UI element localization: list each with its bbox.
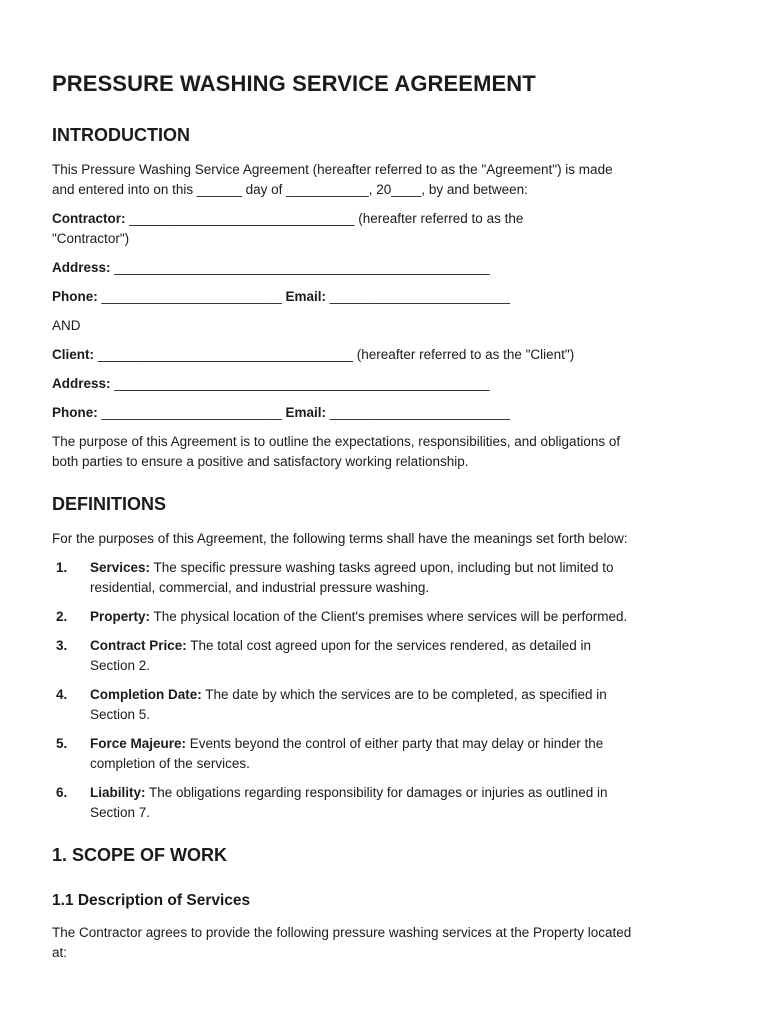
purpose-line-1: The purpose of this Agreement is to outline the expectations, responsibilities, and obligations of — [52, 434, 621, 449]
definition-number: 4. — [56, 687, 68, 702]
contractor-email-field: ________________________ — [329, 289, 510, 304]
client-phone-line — [52, 403, 510, 423]
definition-text — [90, 685, 607, 725]
definition-term: Contract Price: — [90, 638, 187, 653]
and-text: AND — [52, 318, 81, 333]
definition-line-2: Section 5. — [90, 707, 151, 722]
definition-line-2: completion of the services. — [90, 756, 250, 771]
contractor-line — [52, 209, 523, 229]
definition-line-1: The total cost agreed upon for the services rendered, as detailed in — [186, 638, 592, 653]
description-of-services-heading: 1.1 Description of Services — [52, 892, 251, 909]
page-title: PRESSURE WASHING SERVICE AGREEMENT — [52, 71, 536, 96]
definition-term: Force Majeure: — [90, 736, 187, 751]
contractor-label: Contractor: — [52, 211, 126, 226]
definition-line-1: The physical location of the Client's premises where services will be performed. — [150, 609, 628, 624]
client-address-field: __________________________________________________ — [114, 376, 490, 391]
client-phone-field: ________________________ — [101, 405, 282, 420]
contractor-phone-line — [52, 287, 510, 307]
definition-line-2: Section 7. — [90, 805, 151, 820]
definition-line-1: Events beyond the control of either party that may delay or hinder the — [186, 736, 604, 751]
definition-line-1: The obligations regarding responsibility for damages or injuries as outlined in — [145, 785, 608, 800]
definition-line-1: The specific pressure washing tasks agreed upon, including but not limited to — [150, 560, 614, 575]
definition-term: Liability: — [90, 785, 146, 800]
contractor-field: ______________________________ (hereafter referred to as the — [129, 211, 524, 226]
contractor-address-field: __________________________________________________ — [114, 260, 490, 275]
scope-heading: 1. SCOPE OF WORK — [52, 845, 228, 865]
client-address-line — [52, 374, 490, 394]
client-label: Client: — [52, 347, 94, 362]
client-email-field: ________________________ — [329, 405, 510, 420]
definition-term: Completion Date: — [90, 687, 202, 702]
purpose-line-2: both parties to ensure a positive and satisfactory working relationship. — [52, 454, 469, 469]
definition-line-1: The date by which the services are to be completed, as specified in — [201, 687, 607, 702]
definition-text — [90, 734, 603, 774]
contractor-phone-label: Phone: — [52, 289, 98, 304]
contractor-address-label: Address: — [52, 260, 111, 275]
intro-lead-line-2: and entered into on this ______ day of ___________, 20____, by and between: — [52, 182, 528, 197]
definitions-heading: DEFINITIONS — [52, 494, 167, 514]
definition-line-2: residential, commercial, and industrial pressure washing. — [90, 580, 430, 595]
definition-text — [90, 558, 614, 598]
scope-line-1: The Contractor agrees to provide the following pressure washing services at the Property located — [52, 925, 632, 940]
definition-line-2: Section 2. — [90, 658, 151, 673]
definition-text — [90, 783, 608, 823]
intro-lead-line-1: This Pressure Washing Service Agreement (hereafter referred to as the "Agreement") is made — [52, 162, 613, 177]
client-phone-label: Phone: — [52, 405, 98, 420]
definition-number: 6. — [56, 785, 68, 800]
client-line — [52, 345, 574, 365]
client-address-label: Address: — [52, 376, 111, 391]
definition-number: 5. — [56, 736, 68, 751]
definition-text — [90, 607, 627, 627]
client-field: __________________________________ (hereafter referred to as the "Client") — [97, 347, 575, 362]
definitions-lead: For the purposes of this Agreement, the following terms shall have the meanings set forth below: — [52, 531, 628, 546]
contractor-line-2: "Contractor") — [52, 231, 130, 246]
client-email-label: Email: — [285, 405, 326, 420]
definition-number: 3. — [56, 638, 68, 653]
contractor-email-label: Email: — [285, 289, 326, 304]
definition-term: Services: — [90, 560, 151, 575]
definition-number: 2. — [56, 609, 68, 624]
definition-term: Property: — [90, 609, 151, 624]
contractor-address-line — [52, 258, 490, 278]
contractor-phone-field: ________________________ — [101, 289, 282, 304]
definition-text — [90, 636, 591, 676]
introduction-heading: INTRODUCTION — [52, 125, 190, 145]
scope-line-2: at: — [52, 945, 68, 960]
definition-number: 1. — [56, 560, 68, 575]
